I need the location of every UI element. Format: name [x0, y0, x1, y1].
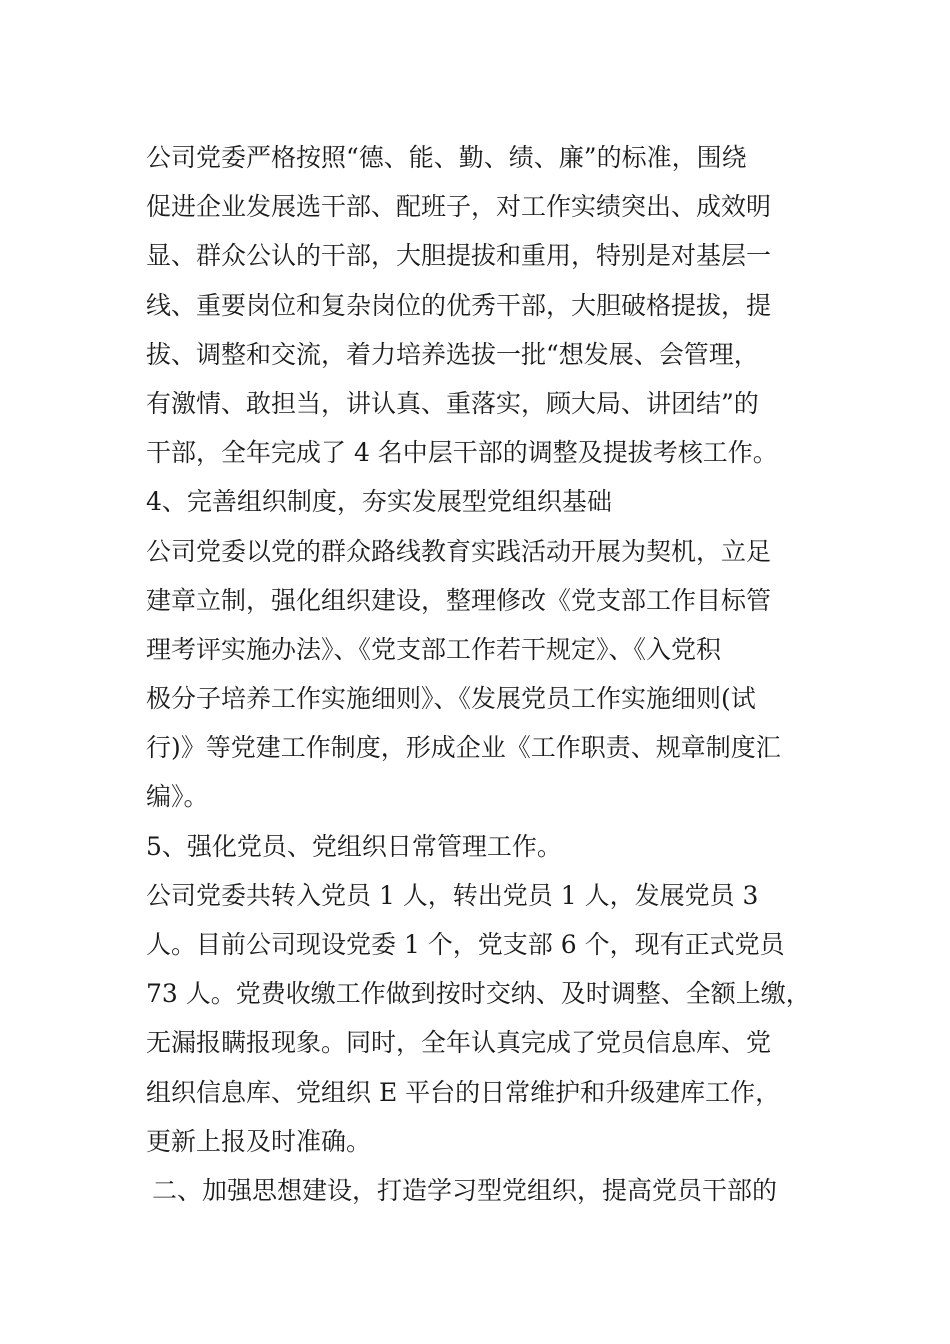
text-line: 人。目前公司现设党委 1 个，党支部 6 个，现有正式党员 — [146, 930, 785, 959]
text-line: 更新上报及时准确。 — [146, 1126, 372, 1156]
text-line: 干部，全年完成了 4 名中层干部的调整及提拔考核工作。 — [146, 438, 778, 468]
text-line: 线、重要岗位和复杂岗位的优秀干部，大胆破格提拔，提 — [146, 290, 772, 320]
text-line: 公司党委严格按照“德、能、勤、绩、廉”的标准，围绕 — [146, 143, 747, 172]
text-line: 促进企业发展选干部、配班子，对工作实绩突出、成效明 — [146, 192, 772, 222]
text-line: 公司党委以党的群众路线教育实践活动开展为契机，立足 — [146, 536, 772, 566]
document-body — [146, 133, 846, 1215]
text-line: 理考评实施办法》、《党支部工作若干规定》、《入党积 — [146, 634, 722, 664]
text-line: 建章立制，强化组织建设，整理修改《党支部工作目标管 — [146, 585, 772, 615]
text-line: 行)》等党建工作制度，形成企业《工作职责、规章制度汇 — [146, 733, 781, 763]
text-line: 编》。 — [146, 782, 209, 812]
text-line: 组织信息库、党组织 E 平台的日常维护和升级建库工作， — [146, 1077, 781, 1107]
text-line: 极分子培养工作实施细则》、《发展党员工作实施细则(试 — [146, 684, 756, 714]
section-heading-4: 4、完善组织制度，夯实发展型党组织基础 — [146, 487, 612, 517]
text-line: 有激情、敢担当，讲认真、重落实，顾大局、讲团结”的 — [146, 388, 759, 418]
section-heading-5: 5、强化党员、党组织日常管理工作。 — [146, 831, 562, 861]
text-line: 公司党委共转入党员 1 人，转出党员 1 人，发展党员 3 — [146, 880, 759, 910]
section-heading-2: 二、加强思想建设，打造学习型党组织，提高党员干部的 — [152, 1175, 778, 1205]
text-line: 显、群众公认的干部，大胆提拔和重用，特别是对基层一 — [146, 241, 772, 271]
text-line: 73 人。党费收缴工作做到按时交纳、及时调整、全额上缴， — [146, 979, 811, 1009]
text-line: 拔、调整和交流，着力培养选拔一批“想发展、会管理， — [146, 339, 759, 369]
text-line: 无漏报瞒报现象。同时，全年认真完成了党员信息库、党 — [146, 1028, 772, 1058]
